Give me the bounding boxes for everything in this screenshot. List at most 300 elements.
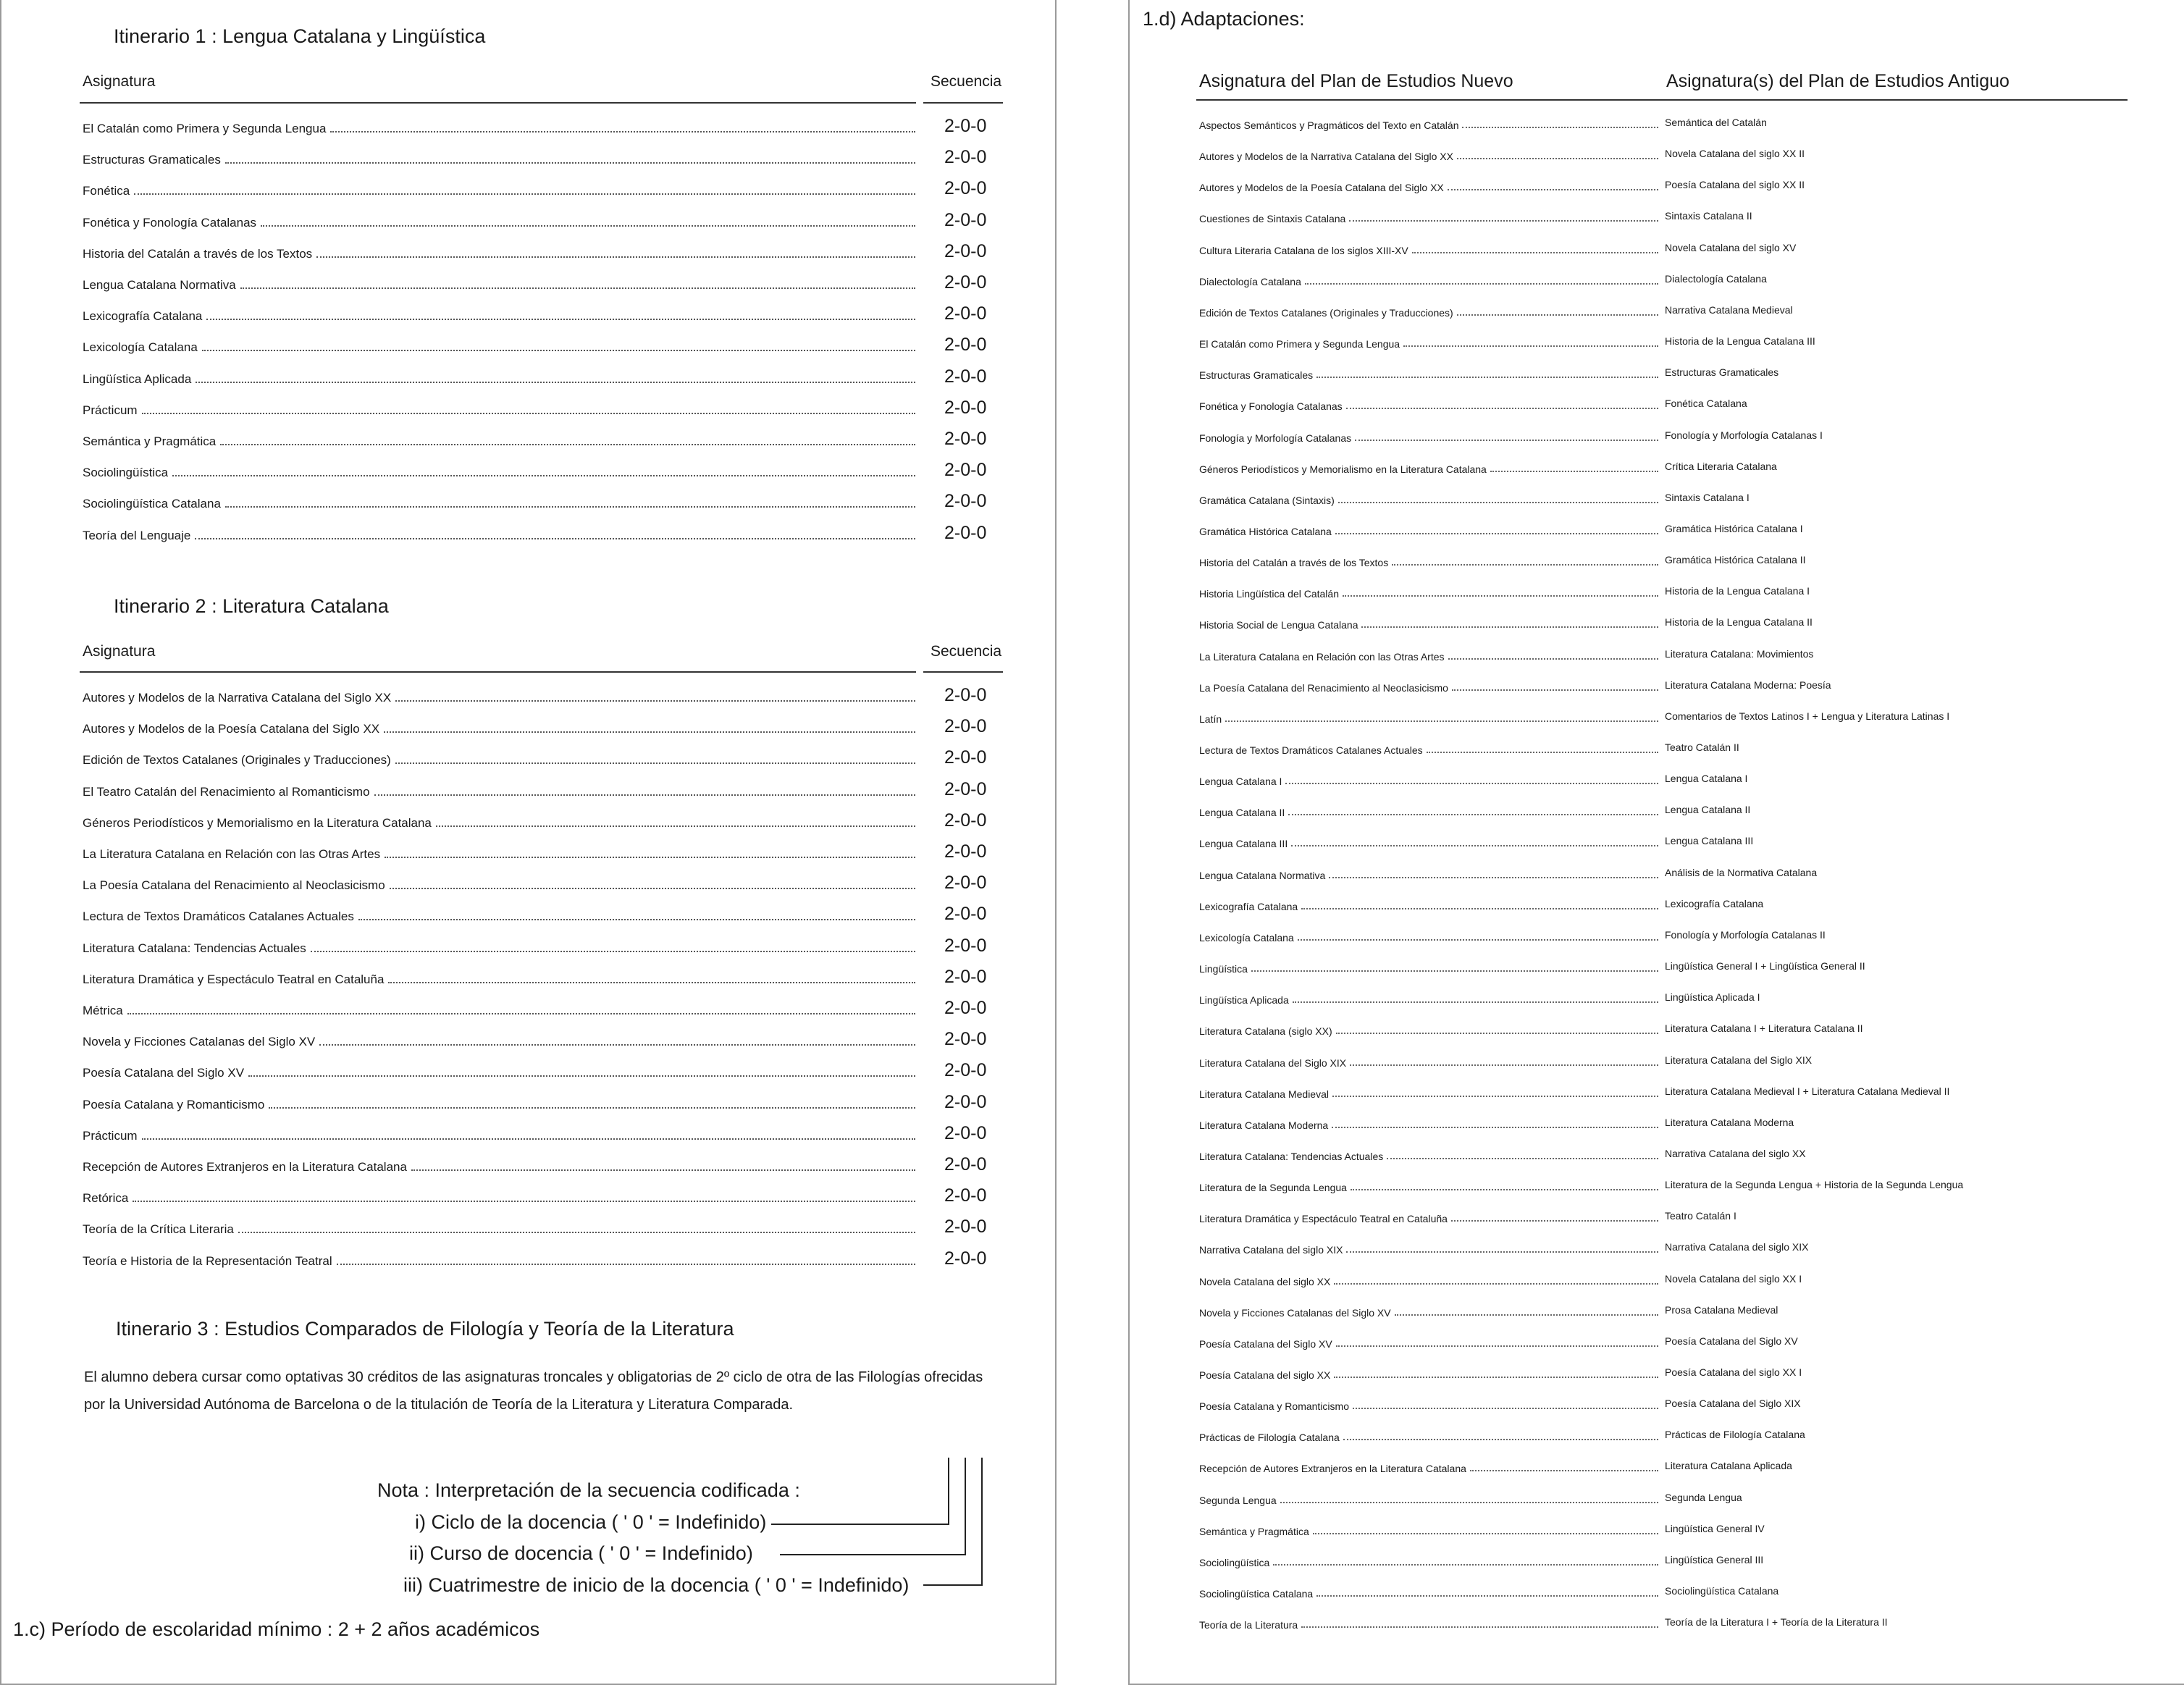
old-plan-subject: Sintaxis Catalana I bbox=[1665, 491, 1750, 503]
old-plan-subject: Lingüística Aplicada I bbox=[1665, 991, 1760, 1004]
old-plan-subject: Semántica del Catalán bbox=[1665, 117, 1767, 128]
dot-leader bbox=[1336, 1033, 1658, 1034]
adaptaciones-old-plan-header: Asignatura(s) del Plan de Estudios Antiguo bbox=[1666, 71, 2009, 91]
table-row bbox=[83, 365, 915, 387]
subject-name: Retórica bbox=[83, 1191, 129, 1206]
adaptaciones-header-rule bbox=[1196, 99, 2128, 101]
dot-leader bbox=[1316, 1595, 1658, 1597]
subject-name: Edición de Textos Catalanes (Originales y Traducciones) bbox=[83, 753, 391, 768]
table-row bbox=[83, 996, 915, 1018]
old-plan-subject: Literatura Catalana del Siglo XIX bbox=[1665, 1054, 1813, 1066]
subject-name: Semántica y Pragmática bbox=[83, 434, 217, 448]
table-row bbox=[1199, 1362, 1658, 1381]
sequence-value: 2-0-0 bbox=[944, 1217, 987, 1238]
old-plan-subject: Sociolingüística Catalana bbox=[1665, 1585, 1779, 1597]
sequence-value: 2-0-0 bbox=[944, 1248, 987, 1269]
itinerario-3-text-line-2: por la Universidad Autónoma de Barcelona o de la titulación de Teoría de la Literatura y Literatura Comparada. bbox=[84, 1397, 794, 1413]
table-row bbox=[83, 1184, 915, 1206]
old-plan-subject: Narrativa Catalana del siglo XIX bbox=[1665, 1241, 1809, 1253]
sequence-value: 2-0-0 bbox=[944, 178, 987, 199]
table-row bbox=[83, 934, 915, 956]
table-row bbox=[83, 177, 915, 198]
table-row bbox=[1199, 737, 1658, 756]
table-row bbox=[1199, 487, 1658, 506]
dot-leader bbox=[261, 225, 915, 227]
old-plan-subject: Segunda Lengua bbox=[1665, 1491, 1742, 1503]
table-row bbox=[1199, 831, 1658, 849]
dot-leader bbox=[411, 1169, 915, 1171]
table-row bbox=[83, 396, 915, 418]
table-row bbox=[1199, 956, 1658, 975]
dot-leader bbox=[1395, 1314, 1658, 1316]
old-plan-subject: Lexicografía Catalana bbox=[1665, 897, 1764, 909]
table-row bbox=[1199, 143, 1658, 162]
table-row bbox=[1199, 612, 1658, 631]
old-plan-subject: Crítica Literaria Catalana bbox=[1665, 460, 1777, 472]
itinerario-1-sequence-rule bbox=[923, 102, 1003, 104]
subject-name: Teoría de la Crítica Literaria bbox=[83, 1222, 234, 1237]
old-plan-subject: Fonología y Morfología Catalanas II bbox=[1665, 928, 1826, 941]
nota-item-iii: iii) Cuatrimestre de inicio de la docencia ( ' 0 ' = Indefinido) bbox=[403, 1574, 910, 1596]
table-row bbox=[1199, 1424, 1658, 1443]
old-plan-subject: Historia de la Lengua Catalana I bbox=[1665, 585, 1810, 597]
dot-leader bbox=[1361, 626, 1658, 628]
dot-leader bbox=[1343, 595, 1658, 597]
dot-leader bbox=[1412, 252, 1658, 253]
dot-leader bbox=[1293, 1001, 1658, 1003]
new-plan-subject: Poesía Catalana del Siglo XV bbox=[1199, 1337, 1332, 1350]
sequence-value: 2-0-0 bbox=[944, 522, 987, 543]
table-row bbox=[83, 902, 915, 924]
old-plan-subject: Poesía Catalana del siglo XX II bbox=[1665, 179, 1805, 191]
new-plan-subject: Recepción de Autores Extranjeros en la Literatura Catalana bbox=[1199, 1463, 1466, 1475]
sequence-value: 2-0-0 bbox=[944, 1029, 987, 1050]
new-plan-subject: Fonética y Fonología Catalanas bbox=[1199, 400, 1343, 413]
dot-leader bbox=[395, 700, 915, 702]
dot-leader bbox=[240, 287, 915, 289]
new-plan-subject: Historia Social de Lengua Catalana bbox=[1199, 619, 1358, 631]
table-row bbox=[83, 840, 915, 862]
old-plan-subject: Novela Catalana del siglo XV bbox=[1665, 241, 1797, 253]
table-row bbox=[83, 302, 915, 324]
sequence-value: 2-0-0 bbox=[944, 429, 987, 449]
periodo-escolaridad: 1.c) Período de escolaridad mínimo : 2 + 2 años académicos bbox=[13, 1618, 540, 1640]
dot-leader bbox=[374, 794, 915, 796]
sequence-value: 2-0-0 bbox=[944, 491, 987, 512]
itinerario-1-subject-rule bbox=[80, 102, 916, 104]
sequence-value: 2-0-0 bbox=[944, 335, 987, 356]
table-row bbox=[1199, 1455, 1658, 1474]
nota-connector-ii bbox=[780, 1554, 966, 1555]
table-row bbox=[1199, 1237, 1658, 1256]
table-row bbox=[83, 427, 915, 449]
itinerario-3-text-line-1: El alumno debera cursar como optativas 30 créditos de las asignaturas troncales y obligatorias de 2º ciclo de otra de las Filologías ofrecidas bbox=[84, 1369, 983, 1385]
sequence-value: 2-0-0 bbox=[944, 116, 987, 136]
table-row bbox=[1199, 644, 1658, 663]
old-plan-subject: Teatro Catalán I bbox=[1665, 1210, 1736, 1222]
old-plan-subject: Lengua Catalana I bbox=[1665, 773, 1748, 785]
dot-leader bbox=[1316, 377, 1658, 378]
sequence-value: 2-0-0 bbox=[944, 209, 987, 230]
table-row bbox=[83, 809, 915, 831]
dot-leader bbox=[1280, 1502, 1658, 1503]
nota-title: Nota : Interpretación de la secuencia codificada : bbox=[377, 1479, 800, 1501]
subject-name: Estructuras Gramaticales bbox=[83, 153, 221, 167]
table-row bbox=[1199, 393, 1658, 412]
new-plan-subject: Géneros Periodísticos y Memorialismo en la Literatura Catalana bbox=[1199, 463, 1487, 475]
old-plan-subject: Novela Catalana del siglo XX II bbox=[1665, 148, 1805, 160]
dot-leader bbox=[390, 888, 915, 889]
old-plan-subject: Literatura Catalana I + Literatura Catalana II bbox=[1665, 1022, 1863, 1035]
dot-leader bbox=[142, 413, 915, 414]
dot-leader bbox=[1403, 345, 1658, 347]
new-plan-subject: Poesía Catalana del siglo XX bbox=[1199, 1369, 1331, 1381]
sequence-value: 2-0-0 bbox=[944, 366, 987, 387]
dot-leader bbox=[1355, 440, 1658, 441]
dot-leader bbox=[1305, 283, 1658, 285]
dot-leader bbox=[1332, 1096, 1658, 1097]
sequence-value: 2-0-0 bbox=[944, 841, 987, 862]
table-row bbox=[83, 1091, 915, 1112]
subject-name: Historia del Catalán a través de los Textos bbox=[83, 246, 313, 261]
new-plan-subject: Sociolingüística Catalana bbox=[1199, 1588, 1314, 1600]
dot-leader bbox=[436, 825, 915, 827]
dot-leader bbox=[1288, 814, 1658, 815]
dot-leader bbox=[142, 1138, 915, 1140]
dot-leader bbox=[1351, 1189, 1658, 1190]
dot-leader bbox=[388, 982, 915, 983]
dot-leader bbox=[225, 162, 915, 164]
sequence-value: 2-0-0 bbox=[944, 747, 987, 768]
new-plan-subject: Lexicografía Catalana bbox=[1199, 900, 1298, 912]
new-plan-subject: Cuestiones de Sintaxis Catalana bbox=[1199, 213, 1346, 225]
table-row bbox=[1199, 1175, 1658, 1193]
dot-leader bbox=[1346, 408, 1658, 409]
dot-leader bbox=[1427, 752, 1658, 753]
dot-leader bbox=[319, 1044, 915, 1046]
new-plan-subject: Novela Catalana del siglo XX bbox=[1199, 1275, 1331, 1287]
table-row bbox=[83, 521, 915, 543]
table-row bbox=[1199, 1393, 1658, 1412]
table-row bbox=[1199, 550, 1658, 568]
subject-name: Literatura Dramática y Espectáculo Teatral en Cataluña bbox=[83, 972, 385, 986]
nota-connector-iii bbox=[923, 1584, 983, 1586]
old-plan-subject: Narrativa Catalana Medieval bbox=[1665, 303, 1793, 316]
dot-leader bbox=[1335, 533, 1658, 534]
sequence-value: 2-0-0 bbox=[944, 873, 987, 894]
subject-name: Lectura de Textos Dramáticos Catalanes Actuales bbox=[83, 909, 354, 924]
table-row bbox=[1199, 862, 1658, 881]
dot-leader bbox=[1298, 939, 1658, 941]
old-plan-subject: Dialectología Catalana bbox=[1665, 272, 1767, 285]
subject-name: Autores y Modelos de la Narrativa Catalana del Siglo XX bbox=[83, 691, 392, 705]
dot-leader bbox=[238, 1232, 915, 1233]
table-row bbox=[1199, 206, 1658, 224]
new-plan-subject: Lectura de Textos Dramáticos Catalanes Actuales bbox=[1199, 744, 1423, 756]
sequence-value: 2-0-0 bbox=[944, 147, 987, 168]
old-plan-subject: Literatura Catalana Moderna: Poesía bbox=[1665, 678, 1831, 691]
dot-leader bbox=[1313, 1533, 1658, 1534]
table-row bbox=[83, 778, 915, 799]
nota-item-ii: ii) Curso de docencia ( ' 0 ' = Indefinido) bbox=[409, 1542, 753, 1564]
old-plan-subject: Comentarios de Textos Latinos I + Lengua y Literatura Latinas I bbox=[1665, 710, 1950, 722]
sequence-value: 2-0-0 bbox=[944, 935, 987, 956]
subject-name: Lingüística Aplicada bbox=[83, 371, 192, 386]
new-plan-subject: Historia Lingüística del Catalán bbox=[1199, 588, 1339, 600]
table-row bbox=[83, 333, 915, 355]
dot-leader bbox=[1452, 689, 1658, 691]
new-plan-subject: Narrativa Catalana del siglo XIX bbox=[1199, 1244, 1343, 1256]
dot-leader bbox=[1338, 502, 1658, 503]
old-plan-subject: Prácticas de Filología Catalana bbox=[1665, 1429, 1805, 1441]
dot-leader bbox=[1350, 1064, 1658, 1066]
sequence-value: 2-0-0 bbox=[944, 998, 987, 1018]
dot-leader bbox=[1273, 1564, 1658, 1566]
new-plan-subject: Literatura Catalana: Tendencias Actuales bbox=[1199, 1150, 1384, 1162]
table-row bbox=[83, 1153, 915, 1175]
new-plan-subject: Prácticas de Filología Catalana bbox=[1199, 1432, 1340, 1444]
subject-name: Lexicología Catalana bbox=[83, 340, 198, 355]
subject-name: Lexicografía Catalana bbox=[83, 309, 203, 324]
sequence-value: 2-0-0 bbox=[944, 966, 987, 987]
itinerario-1-subject-header: Asignatura bbox=[83, 73, 156, 90]
old-plan-subject: Lingüística General IV bbox=[1665, 1522, 1765, 1534]
dot-leader bbox=[1448, 189, 1658, 190]
old-plan-subject: Sintaxis Catalana II bbox=[1665, 210, 1752, 222]
nota-bracket-iii bbox=[981, 1458, 983, 1586]
dot-leader bbox=[202, 350, 915, 351]
table-row bbox=[1199, 331, 1658, 350]
table-row bbox=[83, 746, 915, 768]
itinerario-2-sequence-header: Secuencia bbox=[931, 643, 1002, 660]
new-plan-subject: Literatura de la Segunda Lengua bbox=[1199, 1182, 1347, 1194]
new-plan-subject: Autores y Modelos de la Poesía Catalana del Siglo XX bbox=[1199, 182, 1444, 194]
old-plan-subject: Historia de la Lengua Catalana III bbox=[1665, 335, 1815, 348]
table-row bbox=[1199, 238, 1658, 256]
old-plan-subject: Fonética Catalana bbox=[1665, 398, 1747, 410]
dot-leader bbox=[172, 475, 915, 476]
sequence-value: 2-0-0 bbox=[944, 685, 987, 705]
subject-name: Sociolingüística bbox=[83, 466, 169, 480]
dot-leader bbox=[1490, 471, 1658, 472]
dot-leader bbox=[1451, 1220, 1658, 1222]
subject-name: Teoría e Historia de la Representación Teatral bbox=[83, 1253, 332, 1268]
new-plan-subject: Novela y Ficciones Catalanas del Siglo XV bbox=[1199, 1306, 1391, 1319]
table-row bbox=[83, 240, 915, 261]
nota-bracket-ii bbox=[965, 1458, 966, 1555]
old-plan-subject: Narrativa Catalana del siglo XX bbox=[1665, 1147, 1806, 1159]
dot-leader bbox=[195, 538, 915, 539]
dot-leader bbox=[311, 951, 915, 952]
sequence-value: 2-0-0 bbox=[944, 778, 987, 799]
sequence-value: 2-0-0 bbox=[944, 1122, 987, 1143]
dot-leader bbox=[1334, 1283, 1658, 1285]
table-row bbox=[1199, 1050, 1658, 1069]
table-row bbox=[1199, 362, 1658, 381]
old-plan-subject: Poesía Catalana del siglo XX I bbox=[1665, 1366, 1802, 1378]
table-row bbox=[83, 1215, 915, 1237]
new-plan-subject: Autores y Modelos de la Narrativa Catalana del Siglo XX bbox=[1199, 151, 1453, 163]
dot-leader bbox=[316, 256, 915, 258]
table-row bbox=[1199, 925, 1658, 944]
dot-leader bbox=[1343, 1439, 1658, 1440]
itinerario-2-title: Itinerario 2 : Literatura Catalana bbox=[114, 595, 389, 617]
old-plan-subject: Historia de la Lengua Catalana II bbox=[1665, 616, 1813, 629]
subject-name: Prácticum bbox=[83, 1128, 138, 1143]
dot-leader bbox=[127, 1013, 915, 1014]
table-row bbox=[1199, 300, 1658, 319]
subject-name: La Literatura Catalana en Relación con las Otras Artes bbox=[83, 847, 381, 861]
subject-name: El Teatro Catalán del Renacimiento al Romanticismo bbox=[83, 784, 370, 799]
dot-leader bbox=[385, 857, 915, 858]
table-row bbox=[1199, 518, 1658, 537]
dot-leader bbox=[337, 1264, 915, 1265]
new-plan-subject: Lengua Catalana III bbox=[1199, 838, 1288, 850]
subject-name: Métrica bbox=[83, 1004, 123, 1017]
new-plan-subject: Literatura Catalana Moderna bbox=[1199, 1119, 1329, 1131]
table-row bbox=[1199, 768, 1658, 787]
old-plan-subject: Teatro Catalán II bbox=[1665, 741, 1739, 753]
table-row bbox=[1199, 1487, 1658, 1506]
new-plan-subject: Segunda Lengua bbox=[1199, 1494, 1277, 1506]
itinerario-2-subject-header: Asignatura bbox=[83, 643, 156, 660]
sequence-value: 2-0-0 bbox=[944, 1060, 987, 1081]
sequence-value: 2-0-0 bbox=[944, 1185, 987, 1206]
dot-leader bbox=[1349, 220, 1658, 222]
table-row bbox=[83, 146, 915, 167]
table-row bbox=[1199, 987, 1658, 1006]
dot-leader bbox=[1301, 908, 1658, 909]
dot-leader bbox=[1285, 783, 1658, 784]
table-row bbox=[1199, 1206, 1658, 1224]
old-plan-subject: Literatura Catalana Medieval I + Literatura Catalana Medieval II bbox=[1665, 1085, 1950, 1097]
sequence-value: 2-0-0 bbox=[944, 272, 987, 293]
new-plan-subject: Teoría de la Literatura bbox=[1199, 1619, 1298, 1631]
new-plan-subject: Lengua Catalana Normativa bbox=[1199, 869, 1326, 881]
table-row bbox=[83, 1059, 915, 1080]
dot-leader bbox=[1457, 314, 1658, 316]
new-plan-subject: La Literatura Catalana en Relación con las Otras Artes bbox=[1199, 650, 1445, 663]
subject-name: Literatura Catalana: Tendencias Actuales bbox=[83, 941, 306, 955]
table-row bbox=[1199, 1581, 1658, 1600]
dot-leader bbox=[1336, 1345, 1658, 1347]
old-plan-subject: Literatura Catalana: Movimientos bbox=[1665, 647, 1814, 660]
old-plan-subject: Teoría de la Literatura I + Teoría de la Literatura II bbox=[1665, 1616, 1888, 1629]
nota-bracket-i bbox=[948, 1458, 949, 1525]
old-plan-subject: Prosa Catalana Medieval bbox=[1665, 1303, 1778, 1316]
sequence-value: 2-0-0 bbox=[944, 303, 987, 324]
old-plan-subject: Literatura de la Segunda Lengua + Historia de la Segunda Lengua bbox=[1665, 1179, 1964, 1191]
old-plan-subject: Estructuras Gramaticales bbox=[1665, 366, 1779, 379]
table-row bbox=[1199, 1269, 1658, 1287]
itinerario-2-sequence-rule bbox=[923, 671, 1003, 673]
subject-name: Prácticum bbox=[83, 403, 138, 417]
new-plan-subject: El Catalán como Primera y Segunda Lengua bbox=[1199, 338, 1400, 350]
old-plan-subject: Lingüística General III bbox=[1665, 1553, 1764, 1566]
dot-leader bbox=[206, 319, 915, 320]
new-plan-subject: Poesía Catalana y Romanticismo bbox=[1199, 1400, 1349, 1413]
table-row bbox=[83, 684, 915, 705]
new-plan-subject: Semántica y Pragmática bbox=[1199, 1525, 1309, 1537]
new-plan-subject: Lingüística bbox=[1199, 963, 1248, 975]
new-plan-subject: Dialectología Catalana bbox=[1199, 275, 1301, 287]
dot-leader bbox=[220, 444, 915, 445]
dot-leader bbox=[1291, 845, 1658, 846]
dot-leader bbox=[1353, 1408, 1658, 1409]
dot-leader bbox=[196, 382, 915, 383]
table-row bbox=[1199, 1612, 1658, 1631]
old-plan-subject: Lengua Catalana II bbox=[1665, 804, 1751, 816]
new-plan-subject: Lingüística Aplicada bbox=[1199, 994, 1289, 1007]
table-row bbox=[1199, 175, 1658, 193]
dot-leader bbox=[1334, 1377, 1658, 1378]
adaptaciones-new-plan-header: Asignatura del Plan de Estudios Nuevo bbox=[1199, 71, 1513, 91]
new-plan-subject: Literatura Catalana (siglo XX) bbox=[1199, 1025, 1332, 1038]
old-plan-subject: Poesía Catalana del Siglo XIX bbox=[1665, 1398, 1801, 1410]
table-row bbox=[1199, 706, 1658, 725]
new-plan-subject: Literatura Dramática y Espectáculo Teatral en Cataluña bbox=[1199, 1213, 1448, 1225]
new-plan-subject: Edición de Textos Catalanes (Originales y Traducciones) bbox=[1199, 306, 1453, 319]
dot-leader bbox=[358, 919, 915, 920]
subject-name: Poesía Catalana del Siglo XV bbox=[83, 1066, 245, 1080]
table-row bbox=[1199, 1518, 1658, 1537]
dot-leader bbox=[1225, 720, 1658, 722]
dot-leader bbox=[1329, 877, 1658, 878]
dot-leader bbox=[1462, 127, 1658, 128]
subject-name: La Poesía Catalana del Renacimiento al Neoclasicismo bbox=[83, 878, 385, 893]
sequence-value: 2-0-0 bbox=[944, 904, 987, 925]
table-row bbox=[83, 965, 915, 987]
old-plan-subject: Literatura Catalana Moderna bbox=[1665, 1116, 1794, 1128]
table-row bbox=[83, 1028, 915, 1049]
table-row bbox=[1199, 581, 1658, 600]
table-row bbox=[83, 114, 915, 136]
dot-leader bbox=[1346, 1251, 1658, 1253]
nota-connector-i bbox=[771, 1524, 949, 1525]
table-row bbox=[1199, 1018, 1658, 1037]
table-row bbox=[83, 1247, 915, 1269]
subject-name: Teoría del Lenguaje bbox=[83, 528, 191, 542]
dot-leader bbox=[330, 131, 915, 133]
dot-leader bbox=[1392, 564, 1658, 566]
itinerario-1-title: Itinerario 1 : Lengua Catalana y Lingüística bbox=[114, 25, 486, 47]
old-plan-subject: Poesía Catalana del Siglo XV bbox=[1665, 1335, 1798, 1347]
sequence-value: 2-0-0 bbox=[944, 716, 987, 737]
old-plan-subject: Literatura Catalana Aplicada bbox=[1665, 1460, 1792, 1472]
dot-leader bbox=[1457, 158, 1658, 159]
table-row bbox=[1199, 799, 1658, 818]
dot-leader bbox=[225, 506, 915, 508]
table-row bbox=[1199, 1331, 1658, 1350]
new-plan-subject: Historia del Catalán a través de los Textos bbox=[1199, 557, 1389, 569]
new-plan-subject: Lengua Catalana II bbox=[1199, 807, 1285, 819]
old-plan-subject: Análisis de la Normativa Catalana bbox=[1665, 866, 1818, 878]
dot-leader bbox=[1448, 658, 1658, 660]
subject-name: Novela y Ficciones Catalanas del Siglo XV bbox=[83, 1035, 316, 1049]
sequence-value: 2-0-0 bbox=[944, 1091, 987, 1112]
new-plan-subject: Latín bbox=[1199, 713, 1222, 725]
table-row bbox=[1199, 675, 1658, 694]
sequence-value: 2-0-0 bbox=[944, 810, 987, 831]
table-row bbox=[83, 209, 915, 230]
itinerario-2-subject-rule bbox=[80, 671, 916, 673]
dot-leader bbox=[1470, 1470, 1658, 1471]
table-row bbox=[1199, 894, 1658, 912]
table-row bbox=[1199, 1081, 1658, 1100]
old-plan-subject: Lingüística General I + Lingüística General II bbox=[1665, 960, 1865, 972]
old-plan-subject: Fonología y Morfología Catalanas I bbox=[1665, 429, 1823, 441]
table-row bbox=[1199, 1300, 1658, 1319]
